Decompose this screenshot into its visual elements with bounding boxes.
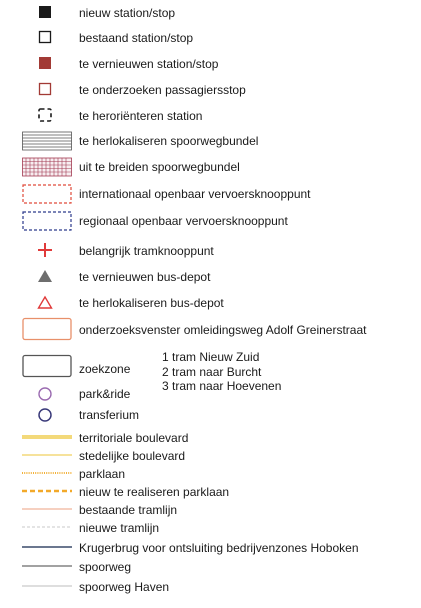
legend-item-parklaan (0, 464, 421, 484)
legend-label: nieuwe tramlijn (79, 521, 160, 535)
dashed-line-icon (22, 482, 72, 502)
filled-square-icon (38, 54, 52, 74)
legend-label: bestaand station/stop (79, 31, 194, 45)
thick-line-icon (22, 428, 72, 448)
legend-item-uit-te-breiden-spoorwegbundel (0, 157, 421, 177)
thin-line-icon (22, 557, 72, 577)
circle-icon (37, 405, 53, 425)
legend-label: te onderzoeken passagiersstop (79, 83, 246, 97)
rounded-box-icon (22, 355, 72, 375)
filled-square-icon (38, 3, 52, 23)
thin-line-icon (22, 500, 72, 520)
plus-icon (38, 241, 52, 261)
legend-label: internationaal openbaar vervoersknooppunt (79, 187, 311, 201)
legend-label: zoekzone (79, 362, 131, 376)
legend-item-bestaande-tramlijn (0, 500, 421, 520)
legend-label: uit te breiden spoorwegbundel (79, 160, 240, 174)
outline-square-icon (38, 28, 52, 48)
tram-note: 1 tram Nieuw Zuid (162, 350, 260, 364)
legend-item-nieuw-station (0, 3, 421, 23)
legend-item-onderzoeksvenster (0, 318, 421, 338)
legend-item-regionaal-knooppunt (0, 211, 421, 231)
legend-item-te-herlokaliseren-spoorwegbundel (0, 131, 421, 151)
legend-label: nieuw te realiseren parklaan (79, 485, 230, 499)
legend-item-te-herlokaliseren-bus-depot (0, 293, 421, 313)
legend-label: parklaan (79, 467, 126, 481)
legend-label: territoriale boulevard (79, 431, 189, 445)
legend-label: te herlokaliseren spoorwegbundel (79, 134, 259, 148)
legend-label: Krugerbrug voor ontsluiting bedrijvenzones Hoboken (79, 541, 359, 555)
legend-item-internationaal-knooppunt (0, 184, 421, 204)
legend-label: transferium (79, 408, 140, 422)
legend-label: nieuw station/stop (79, 6, 176, 20)
legend-item-nieuwe-tramlijn (0, 518, 421, 538)
legend-label: onderzoeksvenster omleidingsweg Adolf Greinerstraat (79, 323, 367, 337)
dashed-box-icon (22, 184, 72, 204)
legend-item-transferium (0, 405, 421, 425)
legend-label: te vernieuwen station/stop (79, 57, 219, 71)
legend-item-krugerbrug (0, 538, 421, 558)
outline-triangle-icon (38, 293, 52, 313)
legend-label: spoorweg Haven (79, 580, 170, 594)
dashed-box-icon (22, 211, 72, 231)
grid-box-icon (22, 157, 72, 177)
thin-line-icon (22, 538, 72, 558)
legend-item-spoorweg-haven (0, 577, 421, 597)
thin-line-icon (22, 446, 72, 466)
legend-item-park-ride (0, 384, 421, 404)
legend-label: te heroriënteren station (79, 109, 203, 123)
legend-label: park&ride (79, 387, 131, 401)
legend-item-nieuw-parklaan (0, 482, 421, 502)
legend-label: te herlokaliseren bus-depot (79, 296, 224, 310)
legend-label: te vernieuwen bus-depot (79, 270, 211, 284)
tram-note: 3 tram naar Hoevenen (162, 379, 282, 393)
legend-label: belangrijk tramknooppunt (79, 244, 214, 258)
outline-square-icon (38, 80, 52, 100)
legend-item-spoorweg (0, 557, 421, 577)
tram-note: 2 tram naar Burcht (162, 364, 262, 379)
legend-item-belangrijk-tramknooppunt (0, 241, 421, 261)
legend-label: bestaande tramlijn (79, 503, 178, 517)
rounded-box-icon (22, 318, 72, 338)
legend-item-te-vernieuwen-bus-depot (0, 267, 421, 287)
dotted-line-icon (22, 464, 72, 484)
dashed-square-icon (37, 106, 53, 126)
legend-item-bestaand-station (0, 28, 421, 48)
legend-item-te-onderzoeken-passagiersstop (0, 80, 421, 100)
legend-item-te-vernieuwen-station (0, 54, 421, 74)
hatched-box-icon (22, 131, 72, 151)
thin-line-icon (22, 577, 72, 597)
legend-label: spoorweg (79, 560, 132, 574)
filled-triangle-icon (38, 267, 52, 287)
legend-item-te-herorienteren-station (0, 106, 421, 126)
circle-icon (37, 384, 53, 404)
legend-item-stedelijke-boulevard (0, 446, 421, 466)
legend-item-territoriale-boulevard (0, 428, 421, 448)
legend-label: stedelijke boulevard (79, 449, 186, 463)
faint-dashed-line-icon (22, 518, 72, 538)
legend-label: regionaal openbaar vervoersknooppunt (79, 214, 288, 228)
